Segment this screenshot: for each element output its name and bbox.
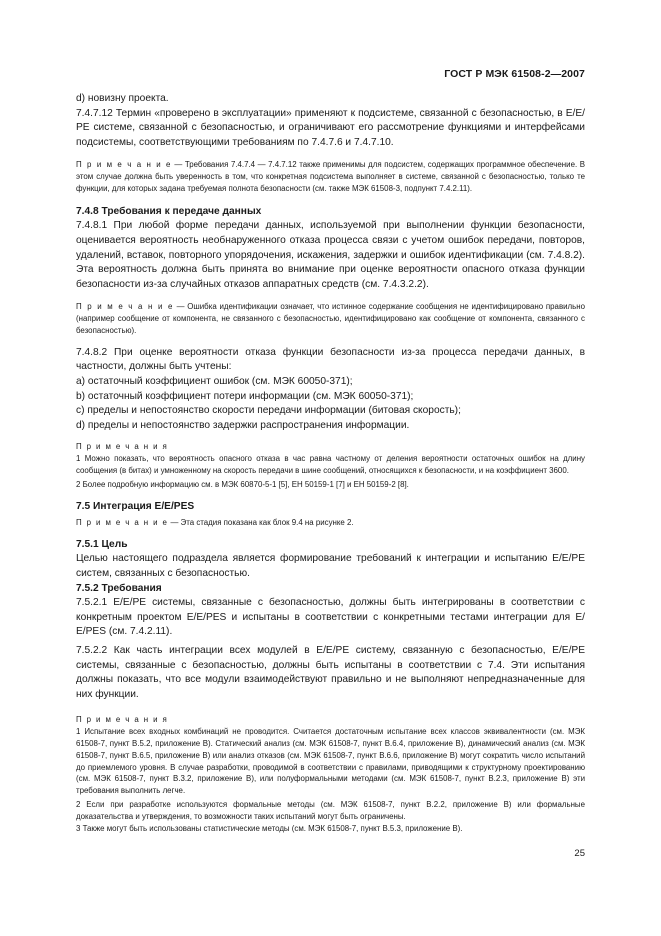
heading-7-4-8: 7.4.8 Требования к передаче данных bbox=[76, 205, 262, 217]
paragraph-d bbox=[76, 92, 585, 107]
paragraph-7-5-2-2: 7.5.2.2 Как часть интеграции всех модулей в Е/Е/РЕ систему, связанную с безопасностью, Е/Е/РЕ системы, связанные с безопасностью, должны быть испытаны в соответствии с 7.4. Эти испытания должны показать, что все модули взаимодействуют правильно и не выполняют непредназначенные для них функции. bbox=[76, 645, 585, 700]
note-1-text: — Требования 7.4.7.4 — 7.4.7.12 также применимы для подсистем, содержащих программное обеспечение. В этом случае должна быть уверенность в том, что конкретная подсистема выполняет в системе, связанной с безопасностью, только те функции, для которых задана требуемая полнота безопасности (см. также МЭК 61508-3, подпункт 7.4.2.11). bbox=[76, 160, 585, 193]
heading-7-5: 7.5 Интеграция Е/Е/PES bbox=[76, 501, 195, 513]
heading-7-5-2: 7.5.2 Требования bbox=[76, 582, 162, 594]
note-2-text: — Ошибка идентификации означает, что истинное содержание сообщения не идентифицировано правильно (например сообщение от компонента, не связанного с безопасностью, идентифицировано как сообщение от компонента, связанного с безопасностью). bbox=[76, 302, 586, 335]
note-4-label: П р и м е ч а н и е bbox=[76, 518, 169, 528]
list-item-b: b) остаточный коэффициент потери информации (см. МЭК 60050-371); bbox=[76, 390, 414, 402]
notes-5-item-2: 2 Если при разработке используются формальные методы (см. МЭК 61508-7, пункт В.2.2, приложение В) или формальные доказательства и утверждения, то возможности таких испытаний могут быть ограничены. bbox=[76, 799, 585, 821]
note-4-text: — Эта стадия показана как блок 9.4 на рисунке 2. bbox=[168, 518, 354, 528]
paragraph-7-5-1: Целью настоящего подраздела является формирование требований к интеграции и испытанию Е/Е/РЕ систем, связанных с безопасностью. bbox=[76, 553, 585, 580]
paragraph-7-4-8-1: 7.4.8.1 При любой форме передачи данных, используемой при выполнении функции безопасности, оценивается вероятность необнаруженного отказа процесса связи с учетом ошибок передачи, повторов, удалений, вставок, повторного упорядочения, искажения, задержки и ошибок идентификации (см. 7.4.8.2). Эта вероятность должна быть принята во внимание при оценке вероятности опасного отказа функции безопасности из-за случайных отказов аппаратных средств (см. 7.4.3.2.2). bbox=[76, 220, 585, 290]
note-1 bbox=[76, 159, 585, 194]
heading-7-5-1: 7.5.1 Цель bbox=[76, 538, 128, 550]
notes-5-label: П р и м е ч а н и я bbox=[76, 715, 169, 725]
notes-3-label: П р и м е ч а н и я bbox=[76, 442, 169, 452]
document-header: ГОСТ Р МЭК 61508-2—2007 bbox=[444, 68, 585, 80]
note-4 bbox=[76, 517, 585, 529]
note-2 bbox=[76, 301, 585, 336]
note-1-label: П р и м е ч а н и е bbox=[76, 160, 172, 170]
page-content bbox=[76, 92, 585, 834]
paragraph-7-4-7-12: 7.4.7.12 Термин «проверено в эксплуатации» применяют к подсистеме, связанной с безопасностью, в Е/Е/РЕ системе, связанной с безопасностью, и ограничивают его рассмотрение функциями и интерфейсами подсистемы, соответствующими требованиям по 7.4.7.6 и 7.4.7.10. bbox=[76, 107, 585, 148]
page-number: 25 bbox=[574, 848, 585, 859]
notes-3-item-1: 1 Можно показать, что вероятность опасного отказа в час равна частному от деления вероятности остаточных ошибок на длину сообщения (в битах) и умноженному на скорость передачи в шине сообщений, относящихся к безопасности, и на коэффициент 3600. bbox=[76, 454, 585, 475]
paragraph-d-text: d) новизну проекта. bbox=[76, 93, 169, 104]
notes-3-item-2: 2 Более подробную информацию см. в МЭК 60870-5-1 [5], ЕН 50159-1 [7] и ЕН 50159-2 [8]. bbox=[76, 479, 409, 489]
notes-5-item-3: 3 Также могут быть использованы статистические методы (см. МЭК 61508-7, пункт В.5.3, приложение В). bbox=[76, 823, 463, 833]
list-item-a: a) остаточный коэффициент ошибок (см. МЭК 60050-371); bbox=[76, 375, 353, 387]
list-item-d: d) пределы и непостоянство задержки распространения информации. bbox=[76, 419, 410, 431]
list-item-c: c) пределы и непостоянство скорости передачи информации (битовая скорость); bbox=[76, 405, 461, 417]
note-2-label: П р и м е ч а н и е bbox=[76, 302, 174, 312]
notes-5-item-1: 1 Испытание всех входных комбинаций не проводится. Считается достаточным испытание всех классов эквивалентности (см. МЭК 61508-7, пункт В.5.2, приложение В). Статический анализ (см. МЭК 61508-7, пункт В.6.4, приложение В), динамический анализ (см. МЭК 61508-7, пункт В.6.5, приложение В) или анализ отказов (см. МЭК 61508-7, пункт В.6.6, приложение В) могут сократить число испытаний до приемлемого уровня. В случае разработки, проводимой в соответствии с правилами, приводящими к структурному проектированию (см. МЭК 61508-7, пункт В.3.2, приложение В), или полуформальными методами (см. МЭК 61508-7, пункт В.2.3, приложение В) эти требования выполнить легче. bbox=[76, 727, 585, 796]
paragraph-7-5-2-1: 7.5.2.1 Е/Е/РЕ системы, связанные с безопасностью, должны быть интегрированы в соответствии с конкретным проектом Е/Е/PES и испытаны в соответствии с конкретными тестами интеграции для Е/Е/PES (см. 7.4.2.11). bbox=[76, 597, 585, 638]
paragraph-7-4-8-2: 7.4.8.2 При оценке вероятности отказа функции безопасности из-за процесса передачи данных, в частности, должны быть учтены: bbox=[76, 346, 585, 373]
